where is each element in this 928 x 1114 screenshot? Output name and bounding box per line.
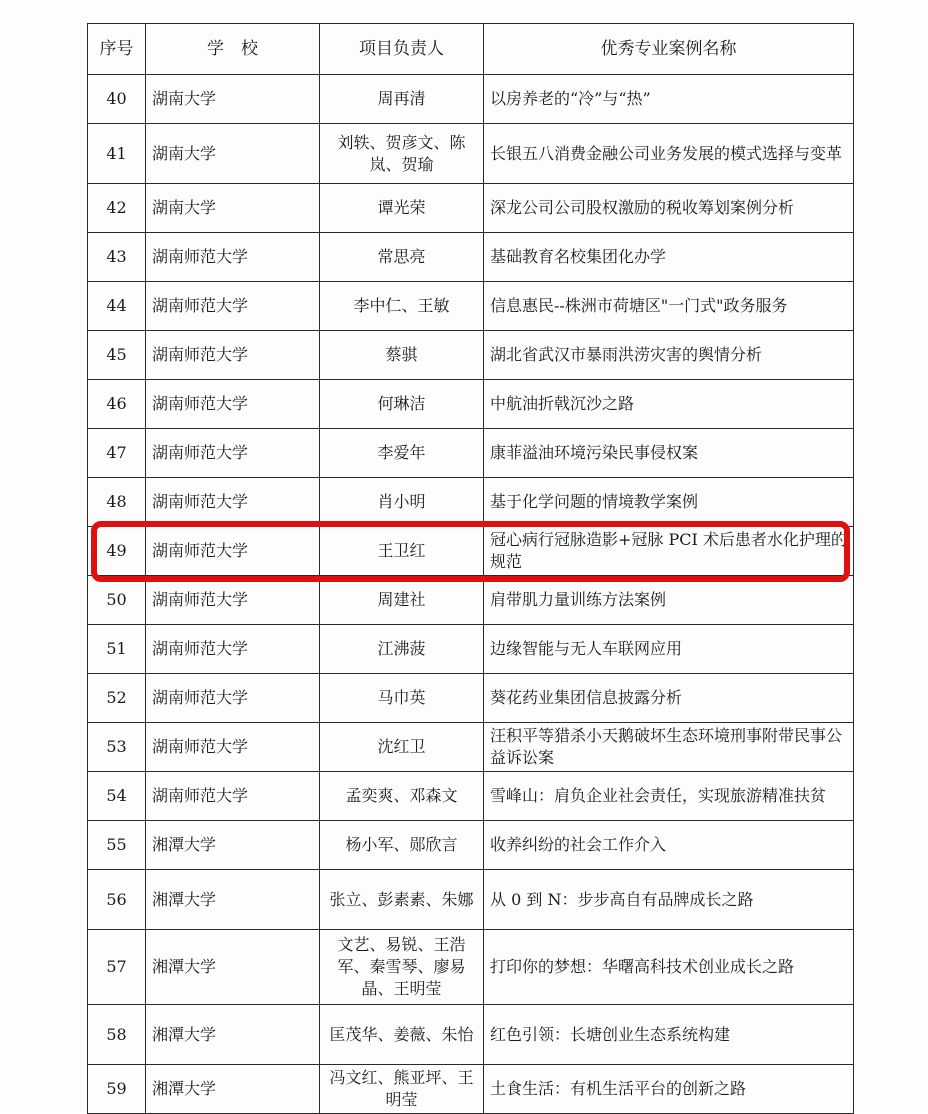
cell-project-lead: 何琳洁 (320, 380, 484, 429)
cell-serial-number: 51 (88, 625, 146, 674)
cell-case-name: 冠心病行冠脉造影+冠脉 PCI 术后患者水化护理的规范 (484, 527, 854, 576)
cell-serial-number: 40 (88, 75, 146, 124)
cell-project-lead: 谭光荣 (320, 184, 484, 233)
table-row (88, 184, 854, 233)
cell-case-name: 葵花药业集团信息披露分析 (484, 674, 854, 723)
cell-project-lead: 肖小明 (320, 478, 484, 527)
cell-project-lead: 蔡骐 (320, 331, 484, 380)
cell-serial-number: 52 (88, 674, 146, 723)
cell-serial-number: 57 (88, 930, 146, 1005)
cell-project-lead: 李爱年 (320, 429, 484, 478)
table-row (88, 124, 854, 184)
cell-school: 湘潭大学 (146, 1005, 320, 1065)
cell-project-lead: 冯文红、熊亚坪、王明莹 (320, 1065, 484, 1114)
cell-project-lead: 周再清 (320, 75, 484, 124)
cell-serial-number: 44 (88, 282, 146, 331)
table-row (88, 75, 854, 124)
cell-school: 湖南大学 (146, 75, 320, 124)
cell-serial-number: 41 (88, 124, 146, 184)
cell-project-lead: 刘轶、贺彦文、陈岚、贺瑜 (320, 124, 484, 184)
cell-school: 湖南师范大学 (146, 723, 320, 772)
cell-school: 湖南师范大学 (146, 772, 320, 821)
table-row (88, 380, 854, 429)
cell-project-lead: 孟奕爽、邓森文 (320, 772, 484, 821)
table-header-row (88, 24, 854, 75)
excellent-cases-table (87, 23, 854, 1114)
cell-school: 湘潭大学 (146, 930, 320, 1005)
cell-case-name: 肩带肌力量训练方法案例 (484, 576, 854, 625)
table-row (88, 870, 854, 930)
cell-case-name: 汪积平等猎杀小天鹅破坏生态环境刑事附带民事公益诉讼案 (484, 723, 854, 772)
cell-case-name: 长银五八消费金融公司业务发展的模式选择与变革 (484, 124, 854, 184)
cell-school: 湖南师范大学 (146, 233, 320, 282)
cell-case-name: 基于化学问题的情境教学案例 (484, 478, 854, 527)
cell-project-lead: 王卫红 (320, 527, 484, 576)
cell-serial-number: 54 (88, 772, 146, 821)
table-row (88, 1005, 854, 1065)
cell-case-name: 以房养老的“冷”与“热” (484, 75, 854, 124)
table-row (88, 930, 854, 1005)
cell-serial-number: 47 (88, 429, 146, 478)
cell-school: 湖南大学 (146, 124, 320, 184)
cell-project-lead: 周建社 (320, 576, 484, 625)
table-row (88, 625, 854, 674)
header-serial-number: 序号 (88, 24, 146, 75)
cell-serial-number: 48 (88, 478, 146, 527)
table-row (88, 1065, 854, 1114)
table-row (88, 331, 854, 380)
cell-school: 湘潭大学 (146, 870, 320, 930)
cell-school: 湖南师范大学 (146, 478, 320, 527)
cell-case-name: 土食生活：有机生活平台的创新之路 (484, 1065, 854, 1114)
header-school: 学 校 (146, 24, 320, 75)
table-row (88, 674, 854, 723)
cell-serial-number: 43 (88, 233, 146, 282)
cell-serial-number: 59 (88, 1065, 146, 1114)
cell-case-name: 中航油折戟沉沙之路 (484, 380, 854, 429)
cell-school: 湖南师范大学 (146, 380, 320, 429)
cell-school: 湖南师范大学 (146, 576, 320, 625)
table-body (88, 75, 854, 1114)
table-row (88, 429, 854, 478)
header-case-name: 优秀专业案例名称 (484, 24, 854, 75)
cell-project-lead: 张立、彭素素、朱娜 (320, 870, 484, 930)
header-project-lead: 项目负责人 (320, 24, 484, 75)
cell-case-name: 红色引领：长塘创业生态系统构建 (484, 1005, 854, 1065)
cell-case-name: 信息惠民--株洲市荷塘区"一门式"政务服务 (484, 282, 854, 331)
cell-project-lead: 常思亮 (320, 233, 484, 282)
cell-project-lead: 江沸菠 (320, 625, 484, 674)
cell-school: 湘潭大学 (146, 1065, 320, 1114)
cell-serial-number: 53 (88, 723, 146, 772)
cell-case-name: 打印你的梦想：华曙高科技术创业成长之路 (484, 930, 854, 1005)
cell-serial-number: 56 (88, 870, 146, 930)
cell-school: 湖南师范大学 (146, 282, 320, 331)
cell-serial-number: 55 (88, 821, 146, 870)
table-row (88, 723, 854, 772)
cell-project-lead: 匡茂华、姜薇、朱怡 (320, 1005, 484, 1065)
table-row (88, 282, 854, 331)
cell-case-name: 基础教育名校集团化办学 (484, 233, 854, 282)
cell-school: 湖南大学 (146, 184, 320, 233)
cell-project-lead: 李中仁、王敏 (320, 282, 484, 331)
table-row (88, 576, 854, 625)
table-row (88, 478, 854, 527)
cell-case-name: 雪峰山：肩负企业社会责任，实现旅游精准扶贫 (484, 772, 854, 821)
table-row (88, 527, 854, 576)
cell-serial-number: 50 (88, 576, 146, 625)
cell-project-lead: 杨小军、郧欣言 (320, 821, 484, 870)
cell-case-name: 从 0 到 N：步步高自有品牌成长之路 (484, 870, 854, 930)
cell-school: 湖南师范大学 (146, 674, 320, 723)
cell-case-name: 收养纠纷的社会工作介入 (484, 821, 854, 870)
cell-case-name: 边缘智能与无人车联网应用 (484, 625, 854, 674)
cell-project-lead: 马巾英 (320, 674, 484, 723)
cell-serial-number: 45 (88, 331, 146, 380)
cell-case-name: 湖北省武汉市暴雨洪涝灾害的舆情分析 (484, 331, 854, 380)
cell-school: 湖南师范大学 (146, 331, 320, 380)
table-row (88, 821, 854, 870)
cell-case-name: 康菲溢油环境污染民事侵权案 (484, 429, 854, 478)
table-row (88, 233, 854, 282)
cell-serial-number: 49 (88, 527, 146, 576)
cell-serial-number: 46 (88, 380, 146, 429)
table-row (88, 772, 854, 821)
cell-project-lead: 文艺、易锐、王浩军、秦雪琴、廖易晶、王明莹 (320, 930, 484, 1005)
cell-school: 湖南师范大学 (146, 527, 320, 576)
cell-serial-number: 42 (88, 184, 146, 233)
cell-school: 湘潭大学 (146, 821, 320, 870)
cell-serial-number: 58 (88, 1005, 146, 1065)
cell-school: 湖南师范大学 (146, 429, 320, 478)
cell-case-name: 深龙公司公司股权激励的税收筹划案例分析 (484, 184, 854, 233)
cell-school: 湖南师范大学 (146, 625, 320, 674)
cell-project-lead: 沈红卫 (320, 723, 484, 772)
